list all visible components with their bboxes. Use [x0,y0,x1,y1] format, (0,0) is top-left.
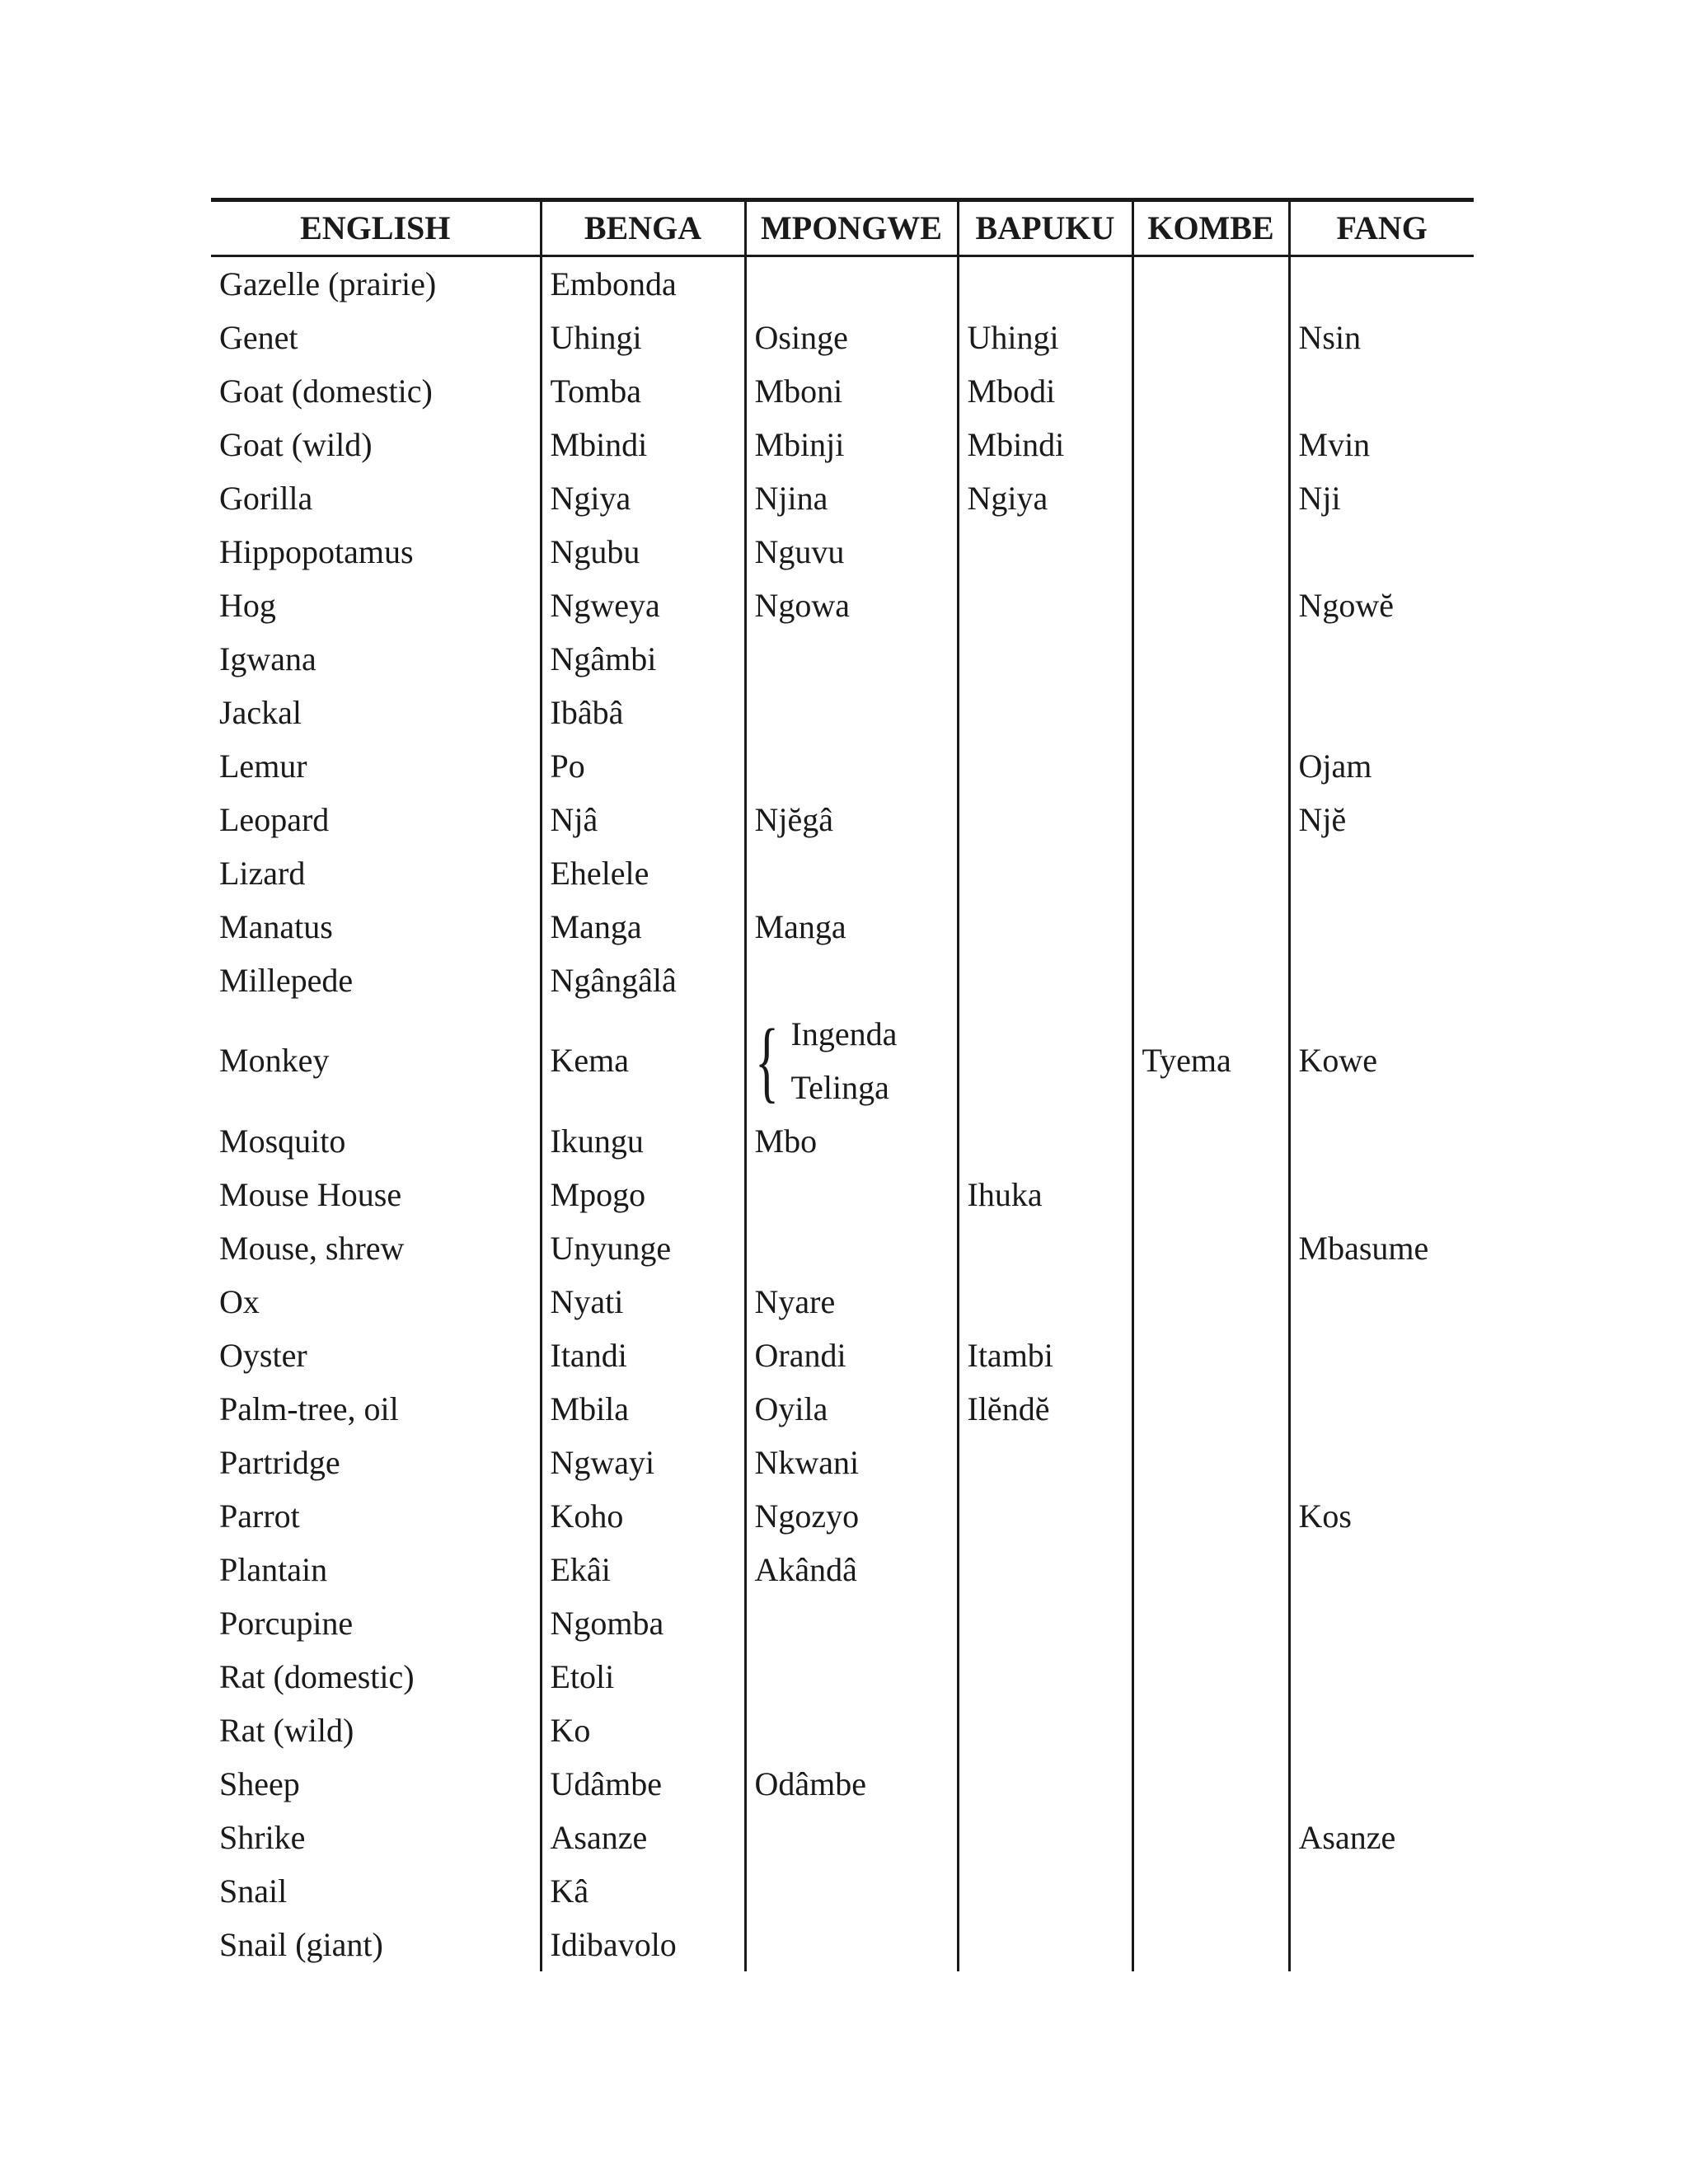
cell-english: Lemur [219,747,307,785]
cell-bapuku [958,1704,1132,1757]
cell-english: Mouse, shrew [219,1229,405,1267]
cell-mpongwe [745,1811,958,1864]
cell-benga: Ibâbâ [541,686,745,739]
table-row [211,1382,1474,1436]
cell-benga: Ngwayi [541,1436,745,1489]
cell-fang [1289,1382,1474,1436]
brace-group [755,1007,957,1114]
cell-fang [1289,1168,1474,1221]
cell-bapuku [958,1114,1132,1168]
header-row [211,200,1474,256]
table-row [211,1811,1474,1864]
cell-english: Goat (wild) [219,425,373,463]
cell-english: Porcupine [219,1604,354,1642]
cell-kombe [1132,525,1289,579]
cell-english: Manatus [219,907,333,945]
cell-benga: Kema [541,1007,745,1114]
cell-mpongwe [745,739,958,793]
table-row [211,1864,1474,1918]
cell-kombe [1132,954,1289,1007]
header-benga: BENGA [541,200,745,256]
cell-fang [1289,1650,1474,1704]
cell-mpongwe [745,686,958,739]
cell-fang [1289,1596,1474,1650]
curly-brace-icon: { [754,1010,779,1111]
cell-english: Mouse House [219,1175,402,1213]
table-row [211,1918,1474,1971]
cell-mpongwe: Nyare [745,1275,958,1329]
cell-benga: Ngiya [541,471,745,525]
cell-kombe [1132,1168,1289,1221]
cell-kombe [1132,1864,1289,1918]
table-row [211,311,1474,364]
table-row [211,525,1474,579]
cell-kombe [1132,1275,1289,1329]
table-row [211,1650,1474,1704]
cell-mpongwe: Odâmbe [745,1757,958,1811]
table-row [211,954,1474,1007]
cell-mpongwe: Njina [745,471,958,525]
cell-mpongwe: Nguvu [745,525,958,579]
cell-kombe [1132,1436,1289,1489]
cell-english: Genet [219,318,298,356]
cell-fang: Nsin [1289,311,1474,364]
cell-english: Ox [219,1282,260,1320]
cell-english: Hippopotamus [219,532,414,570]
cell-benga: Asanze [541,1811,745,1864]
cell-bapuku [958,579,1132,632]
table-body-monkey [211,1007,1474,1114]
header-kombe: KOMBE [1132,200,1289,256]
cell-benga: Etoli [541,1650,745,1704]
cell-bapuku [958,525,1132,579]
cell-mpongwe: Ngowa [745,579,958,632]
table-body-bottom [211,1114,1474,1971]
cell-mpongwe: Mbo [745,1114,958,1168]
cell-english: Shrike [219,1818,306,1856]
table-body-top [211,256,1474,1008]
cell-benga: Ngâmbi [541,632,745,686]
cell-bapuku [958,1596,1132,1650]
cell-mpongwe: Orandi [745,1329,958,1382]
cell-bapuku [958,1436,1132,1489]
cell-english: Snail (giant) [219,1925,383,1963]
cell-bapuku [958,954,1132,1007]
cell-mpongwe: Akândâ [745,1543,958,1596]
cell-benga: Unyunge [541,1221,745,1275]
cell-english: Lizard [219,854,306,892]
table-row [211,1704,1474,1757]
cell-kombe [1132,900,1289,954]
table-row [211,1329,1474,1382]
cell-fang: Kowe [1289,1007,1474,1114]
cell-kombe [1132,256,1289,312]
cell-bapuku: Ihuka [958,1168,1132,1221]
cell-kombe [1132,686,1289,739]
cell-fang: Ngowĕ [1289,579,1474,632]
cell-english: Rat (wild) [219,1711,354,1749]
cell-english: Hog [219,586,276,624]
cell-benga: Ngângâlâ [541,954,745,1007]
cell-mpongwe [745,1918,958,1971]
table-row [211,632,1474,686]
cell-mpongwe: Osinge [745,311,958,364]
cell-benga: Nyati [541,1275,745,1329]
cell-benga: Ehelele [541,846,745,900]
cell-english: Jackal [219,693,302,731]
cell-mpongwe: Ngozyo [745,1489,958,1543]
cell-mpongwe [745,1650,958,1704]
table-row [211,1543,1474,1596]
cell-bapuku [958,1918,1132,1971]
header-mpongwe: MPONGWE [745,200,958,256]
cell-kombe [1132,739,1289,793]
table-row [211,364,1474,418]
table-row [211,1489,1474,1543]
cell-mpongwe: Oyila [745,1382,958,1436]
cell-fang: Njĕ [1289,793,1474,846]
cell-fang [1289,1704,1474,1757]
cell-kombe [1132,1489,1289,1543]
cell-kombe [1132,1650,1289,1704]
cell-benga: Embonda [541,256,745,312]
cell-benga: Njâ [541,793,745,846]
table-row [211,1436,1474,1489]
header-english: ENGLISH [211,200,541,256]
cell-fang [1289,1918,1474,1971]
cell-bapuku [958,1543,1132,1596]
cell-bapuku [958,900,1132,954]
cell-bapuku: Mbodi [958,364,1132,418]
cell-kombe [1132,846,1289,900]
cell-kombe [1132,1757,1289,1811]
cell-kombe [1132,793,1289,846]
cell-fang [1289,846,1474,900]
cell-benga: Mbindi [541,418,745,471]
cell-mpongwe [745,1864,958,1918]
cell-benga: Po [541,739,745,793]
cell-kombe [1132,1596,1289,1650]
table-header [211,200,1474,256]
table-row [211,900,1474,954]
cell-mpongwe [745,846,958,900]
table-row [211,418,1474,471]
cell-bapuku: Ilĕndĕ [958,1382,1132,1436]
cell-mpongwe: Njĕgâ [745,793,958,846]
cell-fang [1289,1114,1474,1168]
table-row [211,256,1474,312]
cell-english: Monkey [219,1042,330,1079]
table-row [211,739,1474,793]
cell-kombe [1132,1918,1289,1971]
cell-bapuku [958,1007,1132,1114]
cell-bapuku [958,686,1132,739]
cell-english: Leopard [219,800,330,838]
vocabulary-table [211,198,1474,1971]
table-row [211,1596,1474,1650]
cell-benga: Idibavolo [541,1918,745,1971]
cell-benga: Ngomba [541,1596,745,1650]
cell-mpongwe: Manga [745,900,958,954]
table-row [211,1757,1474,1811]
cell-fang [1289,900,1474,954]
cell-benga: Itandi [541,1329,745,1382]
table-row [211,846,1474,900]
cell-benga: Kâ [541,1864,745,1918]
brace-variants [791,1007,898,1114]
cell-bapuku: Itambi [958,1329,1132,1382]
cell-mpongwe: Nkwani [745,1436,958,1489]
cell-english: Snail [219,1872,288,1910]
cell-bapuku [958,846,1132,900]
cell-benga: Ikungu [541,1114,745,1168]
cell-benga: Ngweya [541,579,745,632]
cell-mpongwe-variant-1: Ingenda [790,1015,898,1052]
cell-kombe [1132,1543,1289,1596]
cell-bapuku [958,256,1132,312]
cell-kombe [1132,471,1289,525]
cell-bapuku [958,632,1132,686]
cell-fang [1289,632,1474,686]
cell-bapuku: Ngiya [958,471,1132,525]
cell-kombe [1132,418,1289,471]
cell-fang: Kos [1289,1489,1474,1543]
cell-kombe [1132,579,1289,632]
table-row [211,1221,1474,1275]
cell-fang: Ojam [1289,739,1474,793]
cell-mpongwe: Mboni [745,364,958,418]
cell-bapuku: Uhingi [958,311,1132,364]
cell-fang [1289,1329,1474,1382]
cell-fang [1289,686,1474,739]
cell-english: Oyster [219,1336,307,1374]
cell-fang [1289,525,1474,579]
cell-fang: Mvin [1289,418,1474,471]
cell-english: Palm-tree, oil [219,1390,399,1427]
cell-mpongwe [745,954,958,1007]
cell-english: Sheep [219,1765,300,1802]
cell-bapuku [958,1650,1132,1704]
cell-benga: Tomba [541,364,745,418]
cell-mpongwe [745,1007,958,1114]
table-row [211,1114,1474,1168]
cell-kombe [1132,1221,1289,1275]
cell-english: Gazelle (prairie) [219,265,437,302]
cell-english: Millepede [219,961,354,999]
cell-kombe [1132,1329,1289,1382]
cell-kombe [1132,1114,1289,1168]
cell-fang [1289,256,1474,312]
cell-benga: Uhingi [541,311,745,364]
cell-bapuku [958,1757,1132,1811]
table-row [211,1275,1474,1329]
cell-english: Rat (domestic) [219,1657,415,1695]
cell-mpongwe [745,256,958,312]
cell-english: Parrot [219,1497,300,1535]
cell-fang [1289,954,1474,1007]
cell-english: Mosquito [219,1122,346,1160]
cell-mpongwe: Mbinji [745,418,958,471]
cell-english: Partridge [219,1443,340,1481]
cell-english: Gorilla [219,479,313,517]
header-fang: FANG [1289,200,1474,256]
cell-mpongwe [745,1168,958,1221]
cell-benga: Ko [541,1704,745,1757]
cell-benga: Ngubu [541,525,745,579]
cell-mpongwe [745,632,958,686]
cell-bapuku [958,1864,1132,1918]
cell-benga: Mbila [541,1382,745,1436]
cell-benga: Ekâi [541,1543,745,1596]
cell-english: Goat (domestic) [219,372,433,410]
cell-kombe [1132,364,1289,418]
cell-fang [1289,364,1474,418]
cell-fang: Nji [1289,471,1474,525]
cell-bapuku [958,1275,1132,1329]
cell-english: Plantain [219,1550,328,1588]
header-bapuku: BAPUKU [958,200,1132,256]
cell-benga: Manga [541,900,745,954]
cell-fang [1289,1757,1474,1811]
cell-fang [1289,1543,1474,1596]
cell-bapuku [958,793,1132,846]
cell-english: Igwana [219,640,316,677]
cell-mpongwe [745,1221,958,1275]
cell-mpongwe [745,1704,958,1757]
cell-bapuku [958,1221,1132,1275]
cell-kombe [1132,1704,1289,1757]
cell-kombe [1132,1811,1289,1864]
cell-kombe [1132,1382,1289,1436]
cell-bapuku [958,1811,1132,1864]
table-row [211,471,1474,525]
cell-fang [1289,1864,1474,1918]
cell-fang: Asanze [1289,1811,1474,1864]
cell-kombe: Tyema [1132,1007,1289,1114]
cell-bapuku [958,739,1132,793]
cell-bapuku [958,1489,1132,1543]
cell-bapuku: Mbindi [958,418,1132,471]
cell-fang [1289,1275,1474,1329]
cell-mpongwe-variant-2: Telinga [790,1069,889,1106]
cell-kombe [1132,632,1289,686]
table-row [211,686,1474,739]
cell-fang: Mbasume [1289,1221,1474,1275]
table-row-monkey [211,1007,1474,1114]
cell-benga: Udâmbe [541,1757,745,1811]
cell-benga: Koho [541,1489,745,1543]
table-row [211,579,1474,632]
table-row [211,793,1474,846]
cell-mpongwe [745,1596,958,1650]
table-row [211,1168,1474,1221]
cell-fang [1289,1436,1474,1489]
cell-kombe [1132,311,1289,364]
cell-benga: Mpogo [541,1168,745,1221]
